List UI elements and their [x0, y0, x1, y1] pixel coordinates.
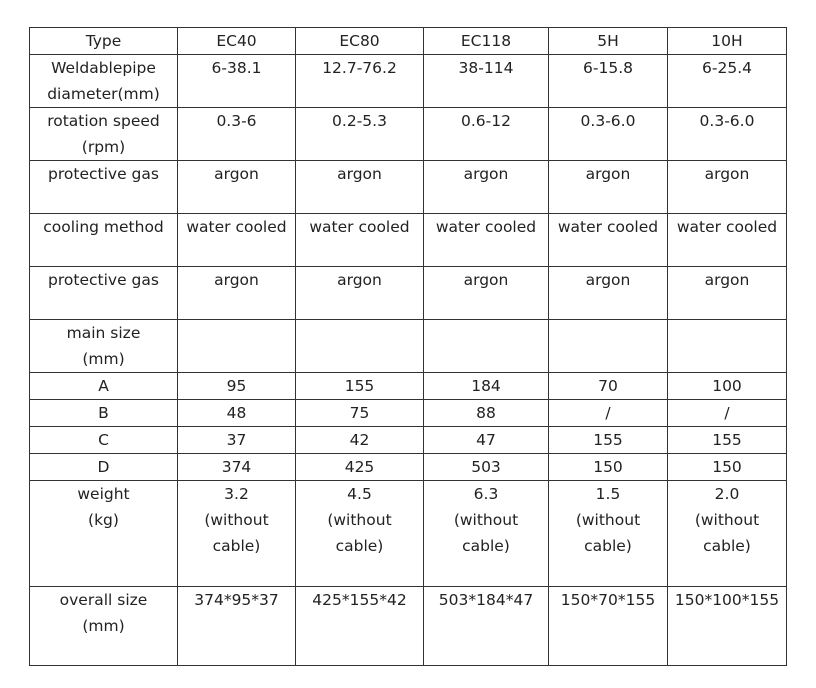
row-label: A [98, 377, 109, 395]
header-cell-10h: 10H [668, 28, 787, 55]
cell-value: 6-25.4 [702, 59, 752, 77]
cell-value: argon [704, 165, 750, 183]
table-cell [296, 587, 424, 666]
table-cell [668, 587, 787, 666]
table-cell [296, 481, 424, 587]
table-row [30, 454, 787, 481]
table-row [30, 214, 787, 267]
table-cell [549, 214, 668, 267]
cell-value: 0.6-12 [461, 112, 511, 130]
table-cell [549, 373, 668, 400]
table-cell [296, 161, 424, 214]
cell-value: argon [214, 271, 259, 289]
header-cell-5h: 5H [549, 28, 668, 55]
cell-value: 0.3-6.0 [699, 112, 755, 130]
table-cell [668, 454, 787, 481]
cell-value: 1.5 (without cable) [575, 485, 641, 555]
cell-value: argon [585, 271, 631, 289]
table-cell [296, 320, 424, 373]
row-label-cell [30, 55, 178, 108]
table-cell [549, 587, 668, 666]
row-label: main size (mm) [66, 324, 141, 368]
cell-value: 6-15.8 [583, 59, 633, 77]
row-label: rotation speed (rpm) [47, 112, 160, 156]
row-label-cell [30, 454, 178, 481]
cell-value: argon [463, 271, 509, 289]
header-row [30, 28, 787, 55]
table-cell [549, 400, 668, 427]
table-cell [424, 373, 549, 400]
table-cell [296, 108, 424, 161]
row-label: weight (kg) [77, 485, 130, 529]
table-cell [549, 55, 668, 108]
header-cell-ec40: EC40 [178, 28, 296, 55]
table-cell [668, 108, 787, 161]
table-row [30, 427, 787, 454]
table-cell [549, 108, 668, 161]
cell-value: / [724, 404, 730, 422]
cell-value: 425 [344, 458, 375, 476]
cell-value: 150 [712, 458, 742, 476]
table-cell [668, 55, 787, 108]
cell-value: 88 [476, 404, 496, 422]
row-label-cell [30, 267, 178, 320]
cell-value: 95 [226, 377, 247, 395]
cell-value: 155 [593, 431, 623, 449]
cell-value: argon [337, 165, 382, 183]
row-label-cell [30, 481, 178, 587]
table-row [30, 267, 787, 320]
cell-value: 374 [221, 458, 252, 476]
table-cell [668, 481, 787, 587]
table-cell [424, 587, 549, 666]
header-cell-ec118: EC118 [424, 28, 549, 55]
table-cell [178, 427, 296, 454]
cell-value: 47 [476, 431, 496, 449]
table-cell [668, 373, 787, 400]
table-cell [549, 481, 668, 587]
table-cell [424, 267, 549, 320]
table-cell [424, 161, 549, 214]
cell-value: 48 [226, 404, 247, 422]
table-cell [296, 214, 424, 267]
table-cell [178, 400, 296, 427]
table-cell [424, 108, 549, 161]
cell-value: 38-114 [458, 59, 514, 77]
table-cell [296, 454, 424, 481]
row-label-cell [30, 108, 178, 161]
row-label-cell [30, 161, 178, 214]
cell-value: 37 [226, 431, 247, 449]
cell-value: 6.3 (without cable) [453, 485, 519, 555]
table-cell [424, 55, 549, 108]
row-label: cooling method [43, 218, 164, 236]
row-label-cell [30, 214, 178, 267]
cell-value: water cooled [186, 218, 287, 236]
cell-value: 150*100*155 [674, 591, 780, 609]
cell-value: argon [463, 165, 509, 183]
row-label-cell [30, 427, 178, 454]
row-label-cell [30, 373, 178, 400]
cell-value: 6-38.1 [211, 59, 262, 77]
cell-value: 0.3-6.0 [580, 112, 636, 130]
cell-value: 425*155*42 [312, 591, 407, 609]
table-cell [424, 214, 549, 267]
table-cell [668, 161, 787, 214]
cell-value: argon [214, 165, 259, 183]
cell-value: water cooled [557, 218, 659, 236]
table-cell [296, 267, 424, 320]
table-cell [178, 373, 296, 400]
cell-value: 184 [471, 377, 501, 395]
cell-value: 150 [593, 458, 623, 476]
cell-value: 374*95*37 [194, 591, 279, 609]
table-row [30, 161, 787, 214]
spec-table-body [30, 28, 787, 666]
table-row [30, 55, 787, 108]
cell-value: 42 [349, 431, 370, 449]
cell-value: 150*70*155 [560, 591, 656, 609]
table-cell [296, 373, 424, 400]
table-cell [668, 400, 787, 427]
cell-value: 4.5 (without cable) [327, 485, 392, 555]
cell-value: 503 [471, 458, 501, 476]
cell-value: / [605, 404, 611, 422]
cell-value: 155 [712, 431, 742, 449]
table-cell [296, 427, 424, 454]
table-cell [178, 481, 296, 587]
cell-value: argon [704, 271, 750, 289]
row-label-cell [30, 587, 178, 666]
cell-value: 75 [349, 404, 370, 422]
row-label: protective gas [48, 271, 159, 289]
table-cell [296, 55, 424, 108]
table-cell [178, 55, 296, 108]
cell-value: 70 [598, 377, 618, 395]
header-cell-type: Type [30, 28, 178, 55]
table-cell [424, 400, 549, 427]
cell-value: argon [585, 165, 631, 183]
table-row [30, 108, 787, 161]
table-cell [178, 267, 296, 320]
table-cell [424, 320, 549, 373]
row-label-cell [30, 320, 178, 373]
table-cell [296, 400, 424, 427]
cell-value: 2.0 (without cable) [694, 485, 760, 555]
table-cell [178, 161, 296, 214]
cell-value: 503*184*47 [438, 591, 534, 609]
cell-value: argon [337, 271, 382, 289]
table-cell [668, 267, 787, 320]
row-label-cell [30, 400, 178, 427]
header-cell-ec80: EC80 [296, 28, 424, 55]
row-label: protective gas [48, 165, 159, 183]
table-cell [549, 161, 668, 214]
table-row [30, 587, 787, 666]
row-label: B [98, 404, 109, 422]
table-cell [668, 214, 787, 267]
table-row [30, 320, 787, 373]
cell-value: 12.7-76.2 [322, 59, 397, 77]
spec-table [29, 27, 787, 666]
table-cell [178, 454, 296, 481]
table-cell [178, 214, 296, 267]
table-cell [668, 320, 787, 373]
table-row [30, 373, 787, 400]
cell-value: 3.2 (without cable) [204, 485, 269, 555]
row-label: C [98, 431, 109, 449]
table-cell [424, 427, 549, 454]
cell-value: 100 [712, 377, 742, 395]
cell-value: 0.2-5.3 [332, 112, 387, 130]
row-label: overall size (mm) [59, 591, 148, 635]
table-cell [549, 427, 668, 454]
table-cell [178, 320, 296, 373]
table-cell [549, 454, 668, 481]
table-cell [424, 454, 549, 481]
row-label: Weldablepipe diameter(mm) [47, 59, 160, 103]
table-cell [549, 267, 668, 320]
cell-value: 0.3-6 [216, 112, 257, 130]
cell-value: 155 [344, 377, 375, 395]
table-cell [424, 481, 549, 587]
row-label: D [97, 458, 110, 476]
table-row [30, 400, 787, 427]
table-cell [668, 427, 787, 454]
cell-value: water cooled [309, 218, 410, 236]
table-cell [178, 108, 296, 161]
cell-value: water cooled [435, 218, 537, 236]
cell-value: water cooled [676, 218, 778, 236]
table-cell [549, 320, 668, 373]
table-row [30, 481, 787, 587]
table-cell [178, 587, 296, 666]
